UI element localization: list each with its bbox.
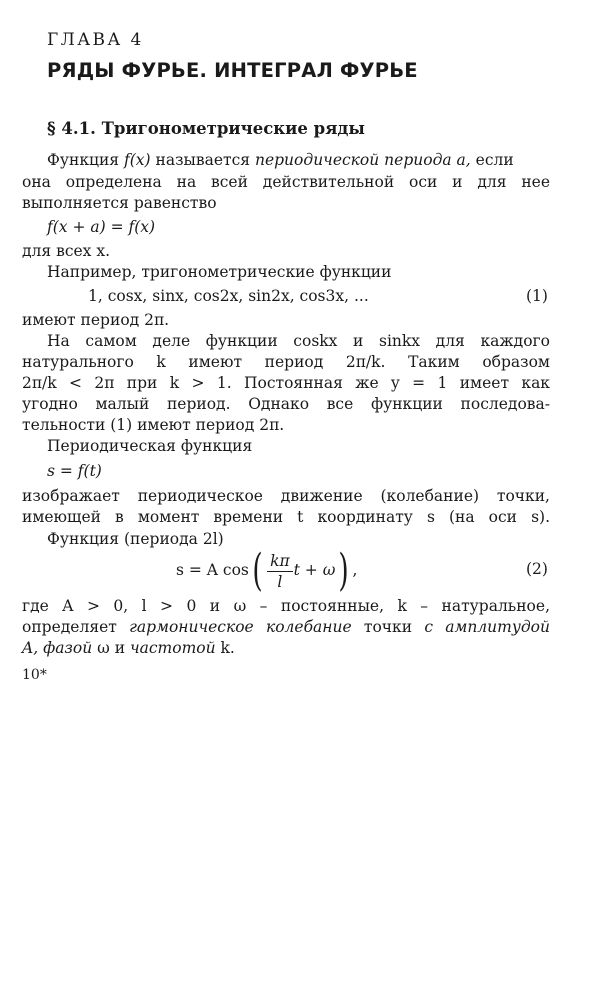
equation-2-rest: t + ω (293, 561, 336, 579)
left-paren: ( (252, 545, 263, 596)
paragraph-line: Функция (периода 2l) (47, 530, 224, 548)
definition-term: гармоническое колебание (129, 618, 352, 636)
definition-term: периодической периода a, (254, 151, 471, 169)
right-paren: ) (338, 545, 350, 596)
paragraph-line: Например, тригонометрические функции (47, 263, 392, 281)
equation-2: s = A cos( $\frac{k\pi}{l}$ t + ω) , (176, 545, 358, 596)
chapter-label: ГЛАВА 4 (47, 30, 144, 50)
paragraph-line: тельности (1) имеют период 2π. (22, 416, 285, 434)
paragraph-line: угодно малый период. Однако все функции последова- (22, 395, 550, 413)
paragraph-line: натурального k имеют период 2π/k. Таким образом (22, 353, 550, 371)
equation-1: 1, cosx, sinx, cos2x, sin2x, cos3x, ... (88, 287, 369, 305)
paragraph-line: A, фазой ω и частотой k. (22, 639, 235, 657)
equation-1-number: (1) (526, 287, 548, 305)
chapter-title: РЯДЫ ФУРЬЕ. ИНТЕГРАЛ ФУРЬЕ (47, 59, 418, 82)
paragraph-line: где A > 0, l > 0 и ω – постоянные, k – натуральное, (22, 597, 550, 615)
equation-periodic: f(x + a) = f(x) (47, 218, 156, 236)
page-signature: 10* (22, 667, 47, 683)
definition-term: фазой (43, 639, 93, 657)
paragraph-line: На самом деле функции coskx и sinkx для каждого (47, 332, 550, 350)
equation-s: s = f(t) (47, 462, 102, 480)
definition-term: частотой (129, 639, 216, 657)
equation-2-left: s = A cos (176, 561, 249, 579)
paragraph-line: имеют период 2π. (22, 311, 170, 329)
paragraph-line: для всех x. (22, 242, 111, 260)
paragraph-line: Функция f(x) называется периодической периода a, если (47, 151, 514, 169)
definition-term: с амплитудой (424, 618, 550, 636)
paragraph-line: выполняется равенство (22, 194, 217, 212)
fraction: $\frac{k\pi}{l}$ (267, 551, 293, 592)
paragraph-line: определяет гармоническое колебание точки с амплитудой (22, 618, 550, 636)
equation-2-number: (2) (526, 560, 548, 578)
paragraph-line: Периодическая функция (47, 437, 253, 455)
paragraph-line: она определена на всей действительной оси и для нее (22, 173, 550, 191)
math-fx: f(x) (124, 151, 151, 169)
paragraph-line: имеющей в момент времени t координату s (на оси s). (22, 508, 550, 526)
section-title: § 4.1. Тригонометрические ряды (47, 119, 365, 138)
paragraph-line: 2π/k < 2π при k > 1. Постоянная же y = 1 имеет как (22, 374, 550, 392)
paragraph-line: изображает периодическое движение (колебание) точки, (22, 487, 550, 505)
